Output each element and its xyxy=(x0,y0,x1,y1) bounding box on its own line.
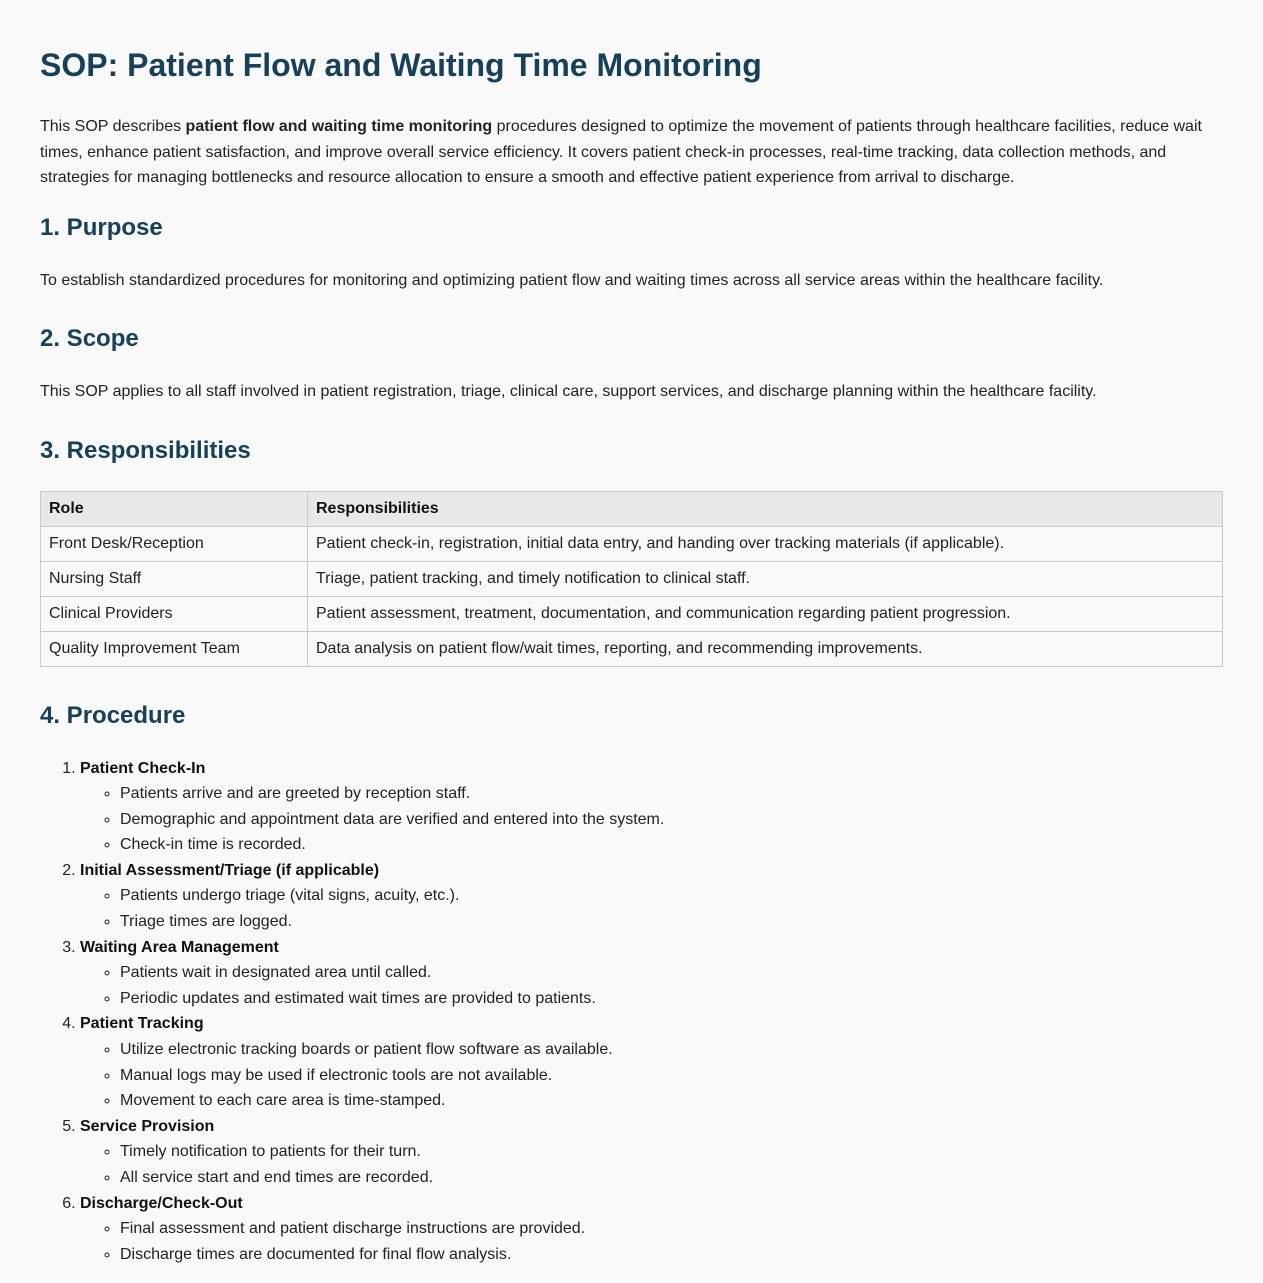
step-items xyxy=(80,1037,1223,1114)
role-cell: Quality Improvement Team xyxy=(41,631,308,666)
table-row xyxy=(41,561,1223,596)
purpose-heading: 1. Purpose xyxy=(40,213,163,241)
list-item: ◦ Check-in time is recorded. xyxy=(120,832,1223,858)
purpose-text: To establish standardized procedures for monitoring and optimizing patient flow and waiting times across all service areas within the healthcare facility. xyxy=(40,271,1104,289)
step-title: Discharge/Check-Out xyxy=(80,1194,243,1212)
list-item: ◦ Utilize electronic tracking boards or patient flow software as available. xyxy=(120,1037,1223,1063)
responsibility-cell: Triage, patient tracking, and timely notification to clinical staff. xyxy=(308,561,1223,596)
step-items xyxy=(80,960,1223,1011)
intro-text-start: This SOP describes xyxy=(40,118,186,135)
column-header-role: Role xyxy=(41,491,308,526)
list-item: ◦ Patients undergo triage (vital signs, acuity, etc.). xyxy=(120,883,1223,909)
step-items xyxy=(80,1216,1223,1267)
step-title: Patient Check-In xyxy=(80,759,206,777)
role-cell: Nursing Staff xyxy=(41,561,308,596)
list-item: ◦ Final assessment and patient discharge instructions are provided. xyxy=(120,1216,1223,1242)
intro-paragraph xyxy=(40,114,1223,191)
step-title: Service Provision xyxy=(80,1117,215,1135)
intro-text-end: procedures designed to optimize the movement of patients through healthcare facilities, reduce wait times, enhance patient satisfaction, and improve overall service efficiency. It covers patient check-in processes, real-time tracking, data collection methods, and strategies for managing bottlenecks and resource allocation to ensure a smooth and effective patient experience from arrival to discharge. xyxy=(40,118,1202,186)
scope-heading: 2. Scope xyxy=(40,325,139,352)
procedure-steps-list xyxy=(40,756,1223,1268)
step-title: Waiting Area Management xyxy=(80,938,279,956)
procedure-step xyxy=(80,1011,1223,1113)
list-item: ◦ Patients arrive and are greeted by reception staff. xyxy=(120,781,1223,807)
step-title: Initial Assessment/Triage (if applicable) xyxy=(80,861,380,879)
responsibility-cell: Patient assessment, treatment, documentation, and communication regarding patient progression. xyxy=(308,596,1223,631)
table-header-row xyxy=(41,491,1223,526)
step-items xyxy=(80,883,1223,934)
procedure-step xyxy=(80,1191,1223,1268)
table-row xyxy=(41,596,1223,631)
role-cell: Clinical Providers xyxy=(41,596,308,631)
procedure-step xyxy=(80,1114,1223,1191)
list-item: ◦ Patients wait in designated area until called. xyxy=(120,960,1223,986)
list-item: ◦ Demographic and appointment data are verified and entered into the system. xyxy=(120,807,1223,833)
list-item: ◦ Timely notification to patients for their turn. xyxy=(120,1139,1223,1165)
table-row xyxy=(41,526,1223,561)
responsibilities-heading: 3. Responsibilities xyxy=(40,436,251,464)
step-items xyxy=(80,781,1223,858)
procedure-step xyxy=(80,756,1223,858)
responsibility-cell: Data analysis on patient flow/wait times, reporting, and recommending improvements. xyxy=(308,631,1223,666)
list-item: ◦ All service start and end times are recorded. xyxy=(120,1165,1223,1191)
procedure-heading: 4. Procedure xyxy=(40,701,186,729)
list-item: ◦ Triage times are logged. xyxy=(120,909,1223,935)
responsibilities-table xyxy=(40,491,1223,667)
list-item: ◦ Discharge times are documented for final flow analysis. xyxy=(120,1242,1223,1268)
scope-text: This SOP applies to all staff involved in patient registration, triage, clinical care, support services, and discharge planning within the healthcare facility. xyxy=(40,383,1097,400)
list-item: ◦ Periodic updates and estimated wait times are provided to patients. xyxy=(120,986,1223,1012)
list-item: ◦ Manual logs may be used if electronic tools are not available. xyxy=(120,1063,1223,1089)
intro-bold-text: patient flow and waiting time monitoring xyxy=(185,118,493,135)
page-title: SOP: Patient Flow and Waiting Time Monitoring xyxy=(40,47,762,83)
procedure-step xyxy=(80,935,1223,1012)
list-item: ◦ Movement to each care area is time-stamped. xyxy=(120,1088,1223,1114)
step-title: Patient Tracking xyxy=(80,1015,204,1033)
responsibility-cell: Patient check-in, registration, initial data entry, and handing over tracking materials (if applicable). xyxy=(308,526,1223,561)
table-row xyxy=(41,631,1223,666)
procedure-step xyxy=(80,858,1223,935)
column-header-responsibilities: Responsibilities xyxy=(308,491,1223,526)
step-items xyxy=(80,1139,1223,1190)
role-cell: Front Desk/Reception xyxy=(41,526,308,561)
